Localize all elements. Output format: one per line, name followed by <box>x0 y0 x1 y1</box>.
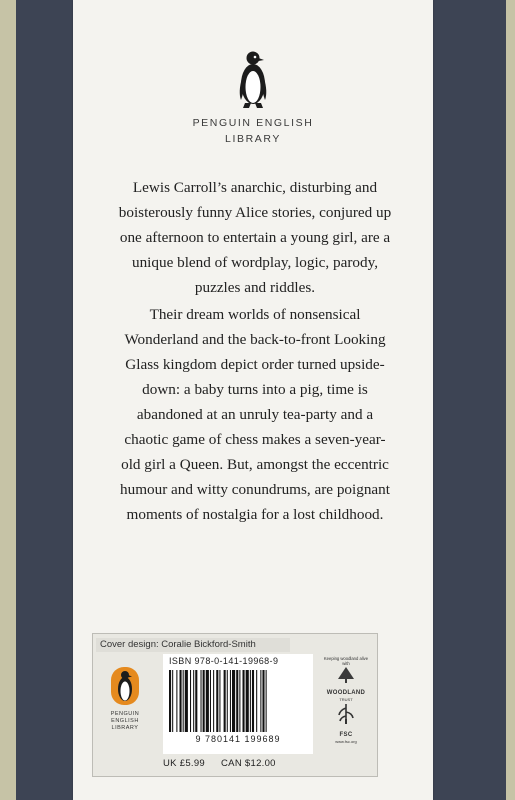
publisher-block <box>73 48 433 147</box>
small-logo-line3: LIBRARY <box>111 725 139 731</box>
woodland-label: WOODLAND <box>326 690 366 696</box>
fsc-label: FSC <box>339 732 353 738</box>
tree-icon <box>335 666 357 684</box>
barcode-number: 9 780141 199689 <box>195 734 281 744</box>
cover-credit: Cover design: Coralie Bickford-Smith <box>96 638 290 652</box>
woodland-note: Keeping woodland alive with <box>323 656 369 666</box>
prices <box>163 758 313 769</box>
woodland-sub: TRUST <box>339 697 353 702</box>
price-uk: UK £5.99 <box>163 758 206 769</box>
penguin-logo-icon <box>236 48 270 110</box>
blurb-paragraph-2: Their dream worlds of nonsensical Wonderland and the back-to-front Looking Glass kingdom depict order turned upside-down: a baby turns into a pig, time is abandoned at an unruly tea-party and a chaotic game of chess makes a seven-year-old girl a Queen. But, amongst the eccentric humour and witty conundrums, are poignant moments of nostalgia for a lost childhood. <box>120 306 390 523</box>
small-publisher-logo <box>99 666 151 732</box>
barcode-area <box>163 654 313 754</box>
barcode-icon <box>169 670 307 732</box>
small-logo-line1: PENGUIN <box>110 711 140 717</box>
publisher-name-line2: LIBRARY <box>225 133 281 145</box>
small-logo-line2: ENGLISH <box>111 718 139 724</box>
fsc-tree-icon <box>334 702 358 726</box>
blurb-paragraph-1: Lewis Carroll’s anarchic, disturbing and boisterously funny Alice stories, conjured up one afternoon to entertain a young girl, are a unique blend of wordplay, logic, parody, puzzles and riddles. <box>118 179 392 296</box>
isbn-text: ISBN 978-0-141-19968-9 <box>169 656 279 666</box>
penguin-small-logo-icon <box>110 666 140 706</box>
price-can: CAN $12.00 <box>221 758 276 769</box>
fsc-sub: www.fsc.org <box>335 739 357 744</box>
barcode-panel <box>92 633 378 777</box>
publisher-name-line1: PENGUIN ENGLISH <box>192 117 314 129</box>
fsc-block <box>321 656 371 744</box>
